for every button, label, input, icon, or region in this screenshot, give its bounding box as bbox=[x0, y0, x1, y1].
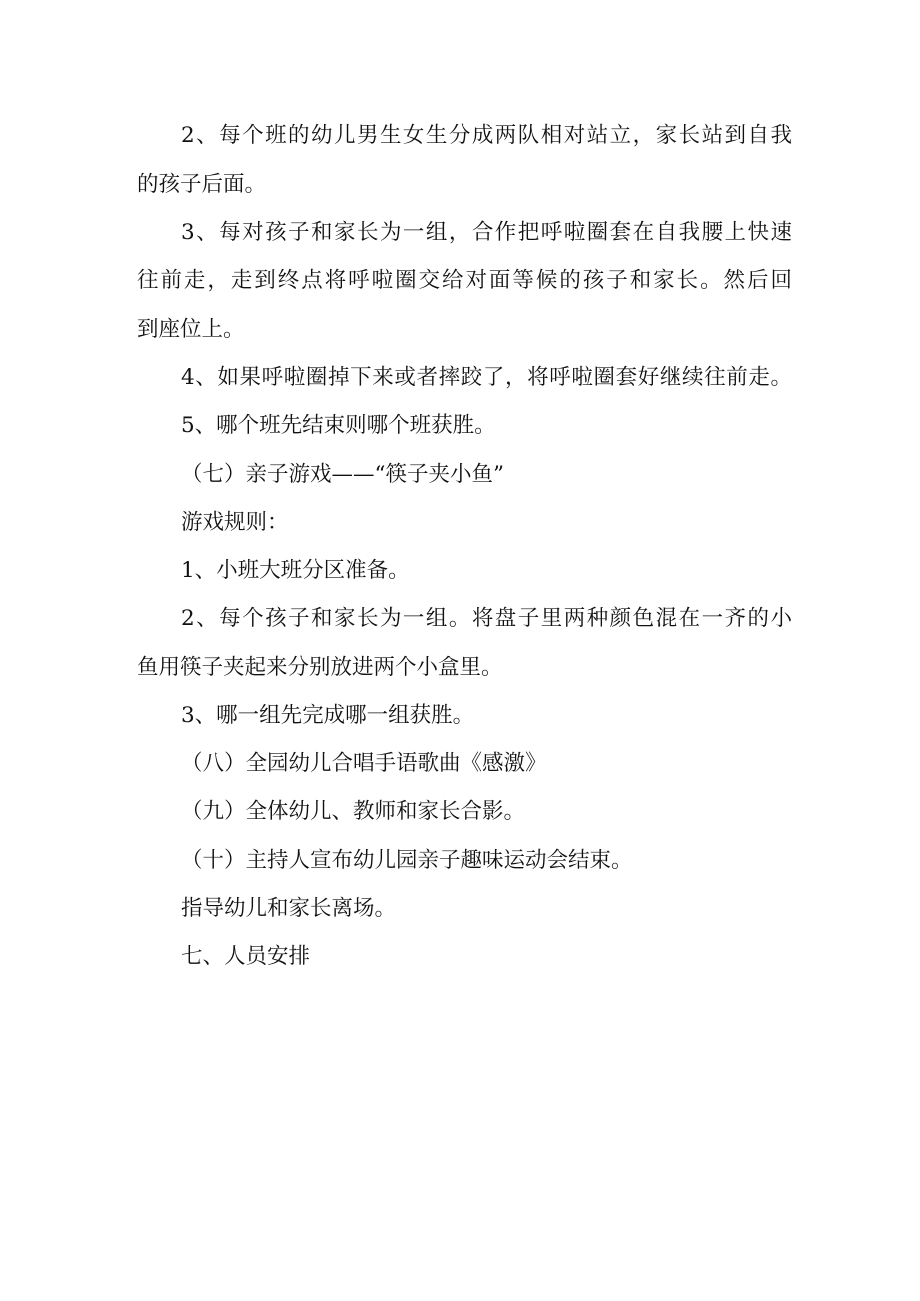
rule-2-line-2: 的孩子后面。 bbox=[137, 172, 267, 197]
game-rule-3: 3、哪一组先完成哪一组获胜。 bbox=[181, 703, 475, 728]
rule-3-line-3: 到座位上。 bbox=[137, 317, 245, 342]
section-seven-heading: （七）亲子游戏——“筷子夹小鱼” bbox=[181, 462, 504, 487]
rule-3-line-1: 3、每对孩子和家长为一组，合作把呼啦圈套在自我腰上快速 bbox=[181, 220, 792, 245]
game-rule-2-line-2: 鱼用筷子夹起来分别放进两个小盒里。 bbox=[137, 655, 503, 680]
game-rule-1: 1、小班大班分区准备。 bbox=[181, 558, 410, 583]
section-eight-heading: （八）全园幼儿合唱手语歌曲《感激》 bbox=[181, 751, 547, 776]
section-nine-heading: （九）全体幼儿、教师和家长合影。 bbox=[181, 799, 526, 824]
rule-3-line-2: 往前走，走到终点将呼啦圈交给对面等候的孩子和家长。然后回 bbox=[137, 268, 792, 293]
section-ten-heading: （十）主持人宣布幼儿园亲子趣味运动会结束。 bbox=[181, 848, 633, 873]
departure-note: 指导幼儿和家长离场。 bbox=[181, 896, 397, 921]
rule-2-line-1: 2、每个班的幼儿男生女生分成两队相对站立，家长站到自我 bbox=[181, 123, 792, 148]
rule-4-line: 4、如果呼啦圈掉下来或者摔跤了，将呼啦圈套好继续往前走。 bbox=[181, 365, 792, 390]
game-rule-2-line-1: 2、每个孩子和家长为一组。将盘子里两种颜色混在一齐的小 bbox=[181, 606, 792, 631]
game-rules-label: 游戏规则： bbox=[181, 510, 289, 535]
rule-5-line: 5、哪个班先结束则哪个班获胜。 bbox=[181, 413, 496, 438]
staff-arrangement-heading: 七、人员安排 bbox=[181, 944, 311, 969]
